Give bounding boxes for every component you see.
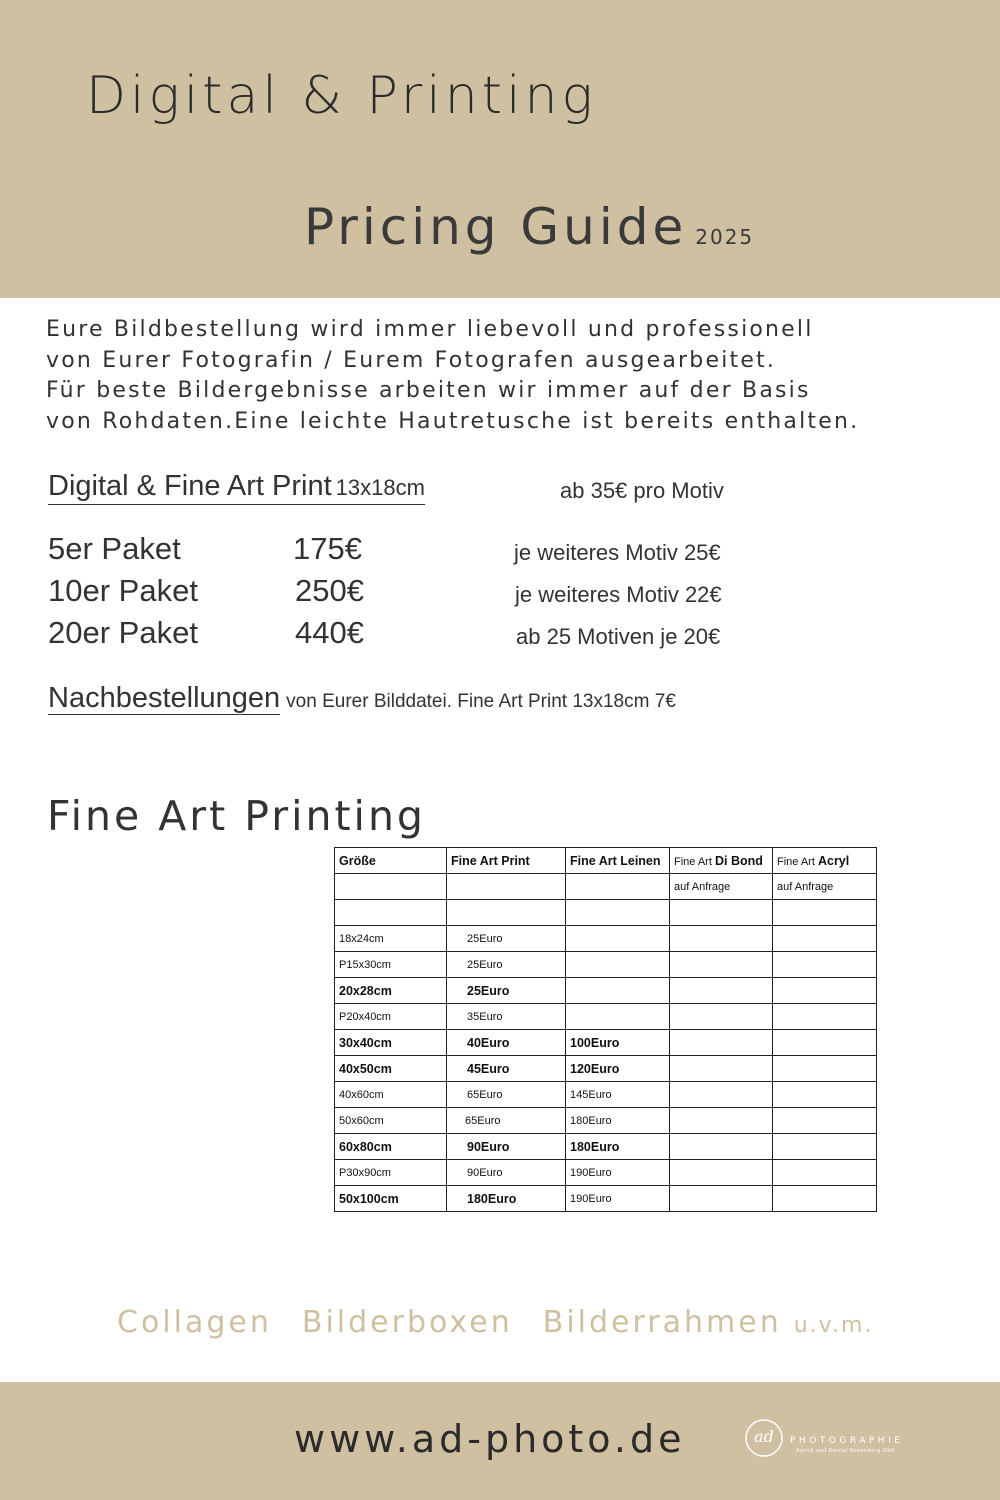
table-cell: 50x100cm (335, 1186, 447, 1212)
table-cell (773, 926, 877, 952)
package-note: je weiteres Motiv 25€ (514, 540, 721, 565)
table-cell: 25Euro (447, 952, 566, 978)
logo-mark-text: ad (754, 1427, 774, 1446)
table-cell (566, 952, 670, 978)
digital-heading (48, 470, 425, 505)
page-title: Digital & Printing (86, 66, 597, 126)
page-subtitle (304, 198, 754, 256)
table-cell (773, 1186, 877, 1212)
logo-subtitle: Astrid und Daniel Rosenberg GbR (796, 1448, 895, 1454)
table-cell: 190Euro (566, 1186, 670, 1212)
table-cell (566, 978, 670, 1004)
table-cell (670, 900, 773, 926)
table-cell (566, 900, 670, 926)
table-cell (773, 1160, 877, 1186)
table-cell (773, 1004, 877, 1030)
table-cell: 180Euro (566, 1108, 670, 1134)
website-link[interactable]: www.ad-photo.de (294, 1417, 686, 1461)
table-cell (447, 900, 566, 926)
table-cell: 18x24cm (335, 926, 447, 952)
price-table (334, 847, 877, 1212)
column-header (670, 848, 773, 874)
table-cell (670, 926, 773, 952)
package-note: je weiteres Motiv 22€ (515, 582, 722, 607)
table-cell: 90Euro (447, 1134, 566, 1160)
intro-line: Für beste Bildergebnisse arbeiten wir immer auf der Basis (46, 378, 811, 403)
table-cell (566, 874, 670, 900)
column-header-text: Di Bond (714, 853, 763, 868)
extra-item: Bilderboxen (301, 1305, 513, 1340)
table-cell: 20x28cm (335, 978, 447, 1004)
table-cell: 45Euro (447, 1056, 566, 1082)
extra-item: Bilderrahmen (542, 1305, 782, 1340)
table-cell: 30x40cm (335, 1030, 447, 1056)
table-cell: 40x60cm (335, 1082, 447, 1108)
table-cell: 100Euro (566, 1030, 670, 1056)
intro-line: von Eurer Fotografin / Eurem Fotografen ausgearbeitet. (46, 347, 777, 373)
table-row (335, 1056, 877, 1082)
package-label: 20er Paket (48, 615, 198, 650)
table-row (335, 1004, 877, 1030)
column-header (447, 848, 566, 874)
table-cell (773, 900, 877, 926)
package-price: 175€ (293, 531, 362, 566)
table-cell: 65Euro (447, 1108, 566, 1134)
table-cell: P15x30cm (335, 952, 447, 978)
column-header-text: Acryl (817, 853, 850, 868)
extras-line (117, 1305, 903, 1340)
header-banner (0, 0, 1000, 298)
intro-line: von Rohdaten.Eine leichte Hautretusche ist bereits enthalten. (46, 408, 860, 434)
table-cell (670, 1082, 773, 1108)
column-header-text: Größe (339, 853, 376, 868)
table-cell (670, 1030, 773, 1056)
reorder-heading: Nachbestellungen (48, 682, 281, 714)
table-cell: 35Euro (447, 1004, 566, 1030)
table-row (335, 1186, 877, 1212)
column-header-text: Fine Art Print (451, 853, 530, 868)
table-cell (670, 1186, 773, 1212)
reorder-text: von Eurer Bilddatei. Fine Art Print 13x18cm 7€ (286, 691, 676, 712)
table-cell (670, 1056, 773, 1082)
table-cell (670, 952, 773, 978)
column-header (773, 848, 877, 874)
table-cell: 120Euro (566, 1056, 670, 1082)
table-cell (773, 978, 877, 1004)
package-price: 440€ (295, 615, 364, 650)
company-logo (744, 1418, 940, 1464)
table-row (335, 1108, 877, 1134)
table-cell: 25Euro (447, 926, 566, 952)
table-cell: auf Anfrage (773, 874, 877, 900)
table-row (335, 1082, 877, 1108)
table-cell (670, 1108, 773, 1134)
table-cell (773, 1134, 877, 1160)
table-cell: 25Euro (447, 978, 566, 1004)
table-row (335, 926, 877, 952)
digital-from-price: ab 35€ pro Motiv (560, 478, 724, 503)
column-header (335, 848, 447, 874)
table-cell (566, 1004, 670, 1030)
table-cell (773, 1108, 877, 1134)
column-header (566, 848, 670, 874)
table-row (335, 978, 877, 1004)
table-row (335, 952, 877, 978)
column-header-prefix: Fine Art (674, 855, 715, 868)
table-cell: 40x50cm (335, 1056, 447, 1082)
table-cell: 50x60cm (335, 1108, 447, 1134)
table-row (335, 1030, 877, 1056)
column-header-text: Fine Art Leinen (570, 853, 661, 868)
table-cell (335, 874, 447, 900)
table-row (335, 1160, 877, 1186)
subtitle-text: Pricing Guide (304, 198, 688, 256)
table-cell: 190Euro (566, 1160, 670, 1186)
reorder-section (48, 682, 676, 715)
package-label: 10er Paket (48, 573, 198, 608)
logo-name: PHOTOGRAPHIE (790, 1436, 904, 1446)
table-cell: P30x90cm (335, 1160, 447, 1186)
package-note: ab 25 Motiven je 20€ (516, 624, 721, 649)
table-row (335, 1134, 877, 1160)
table-header-row (335, 848, 877, 874)
intro-text (46, 315, 946, 437)
table-cell: auf Anfrage (670, 874, 773, 900)
table-cell (447, 874, 566, 900)
table-cell (773, 1082, 877, 1108)
table-cell (670, 1134, 773, 1160)
table-cell (566, 926, 670, 952)
intro-line: Eure Bildbestellung wird immer liebevoll und professionell (46, 317, 814, 342)
package-price: 250€ (295, 573, 364, 608)
table-cell (773, 952, 877, 978)
table-cell: 90Euro (447, 1160, 566, 1186)
table-row (335, 900, 877, 926)
extra-item: Collagen (117, 1305, 272, 1340)
table-cell (670, 1004, 773, 1030)
table-cell: 40Euro (447, 1030, 566, 1056)
digital-heading-size: 13x18cm (335, 475, 425, 500)
package-label: 5er Paket (48, 531, 181, 566)
table-cell: 60x80cm (335, 1134, 447, 1160)
table-cell (335, 900, 447, 926)
table-cell: 145Euro (566, 1082, 670, 1108)
table-row (335, 874, 877, 900)
table-cell (670, 978, 773, 1004)
table-cell: 180Euro (566, 1134, 670, 1160)
fine-art-title: Fine Art Printing (47, 792, 426, 840)
extras-suffix: u.v.m. (793, 1313, 874, 1338)
logo-mark-icon (744, 1418, 788, 1458)
digital-heading-text: Digital & Fine Art Print (48, 470, 332, 502)
table-cell: 180Euro (447, 1186, 566, 1212)
table-cell: P20x40cm (335, 1004, 447, 1030)
table-cell (773, 1030, 877, 1056)
table-cell (670, 1160, 773, 1186)
column-header-prefix: Fine Art (777, 855, 818, 868)
table-cell (773, 1056, 877, 1082)
year-label: 2025 (695, 225, 755, 249)
table-cell: 65Euro (447, 1082, 566, 1108)
